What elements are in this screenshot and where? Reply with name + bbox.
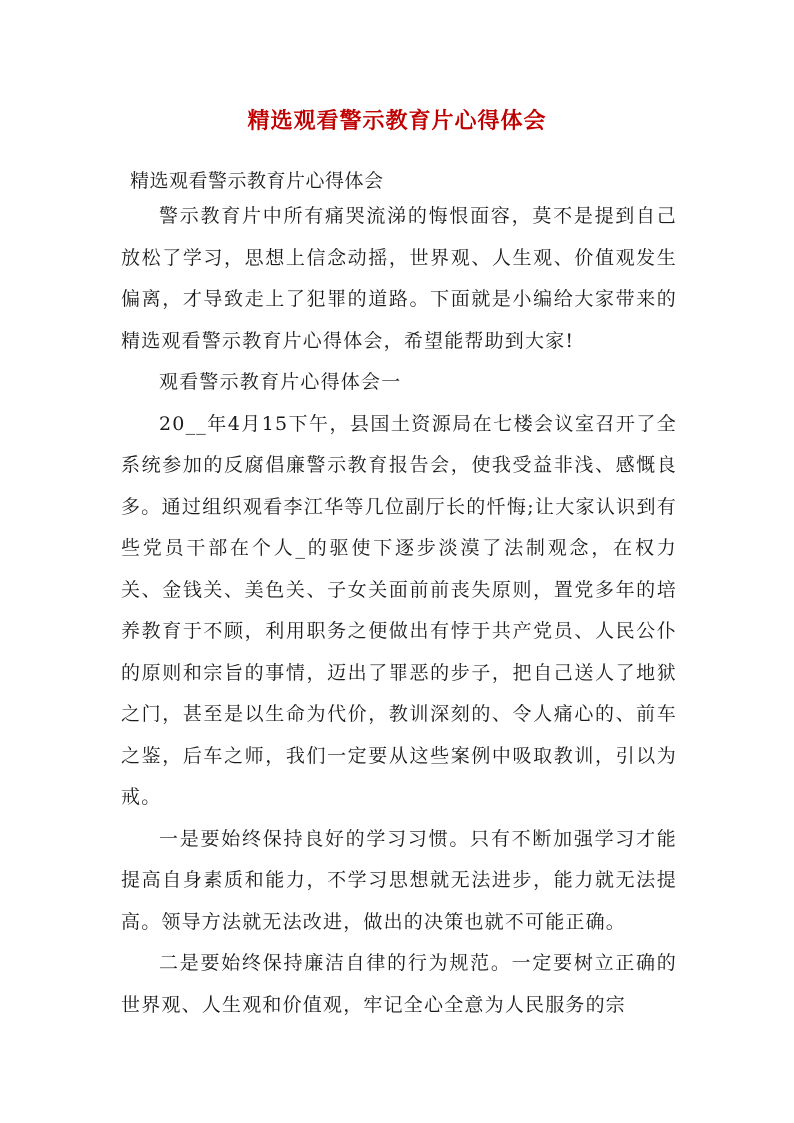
paragraph-point-one: 一是要始终保持良好的学习习惯。只有不断加强学习才能提高自身素质和能力，不学习思想就无法进步，能力就无法提高。领导方法就无法改进，做出的决策也就不可能正确。: [121, 827, 677, 933]
document-body: [121, 196, 677, 1026]
paragraph-point-two: 二是要始终保持廉洁自律的行为规范。一定要树立正确的世界观、人生观和价值观，牢记全心全意为人民服务的宗: [121, 952, 677, 1016]
paragraph-report: 20__年4月15下午，县国土资源局在七楼会议室召开了全系统参加的反腐倡廉警示教育报告会，使我受益非浅、感慨良多。通过组织观看李江华等几位副厅长的忏悔;让大家认识到有些党员干部在个人_的驱使下逐步淡漠了法制观念，在权力关、金钱关、美色关、子女关面前前丧失原则，置党多年的培养教育于不顾，利用职务之便做出有悖于共产党员、人民公仆的原则和宗旨的事情，迈出了罪恶的步子，把自己送人了地狱之门，甚至是以生命为代价，教训深刻的、令人痛心的、前车之鉴，后车之师，我们一定要从这些案例中吸取教训，引以为戒。: [121, 412, 677, 808]
paragraph-intro: 警示教育片中所有痛哭流涕的悔恨面容，莫不是提到自己放松了学习，思想上信念动摇，世界观、人生观、价值观发生偏离，才导致走上了犯罪的道路。下面就是小编给大家带来的精选观看警示教育片心得体会，希望能帮助到大家!: [121, 205, 677, 352]
section-heading: 观看警示教育片心得体会一: [159, 371, 402, 393]
document-title: 精选观看警示教育片心得体会: [247, 108, 547, 134]
document-subtitle: 精选观看警示教育片心得体会: [130, 170, 384, 192]
